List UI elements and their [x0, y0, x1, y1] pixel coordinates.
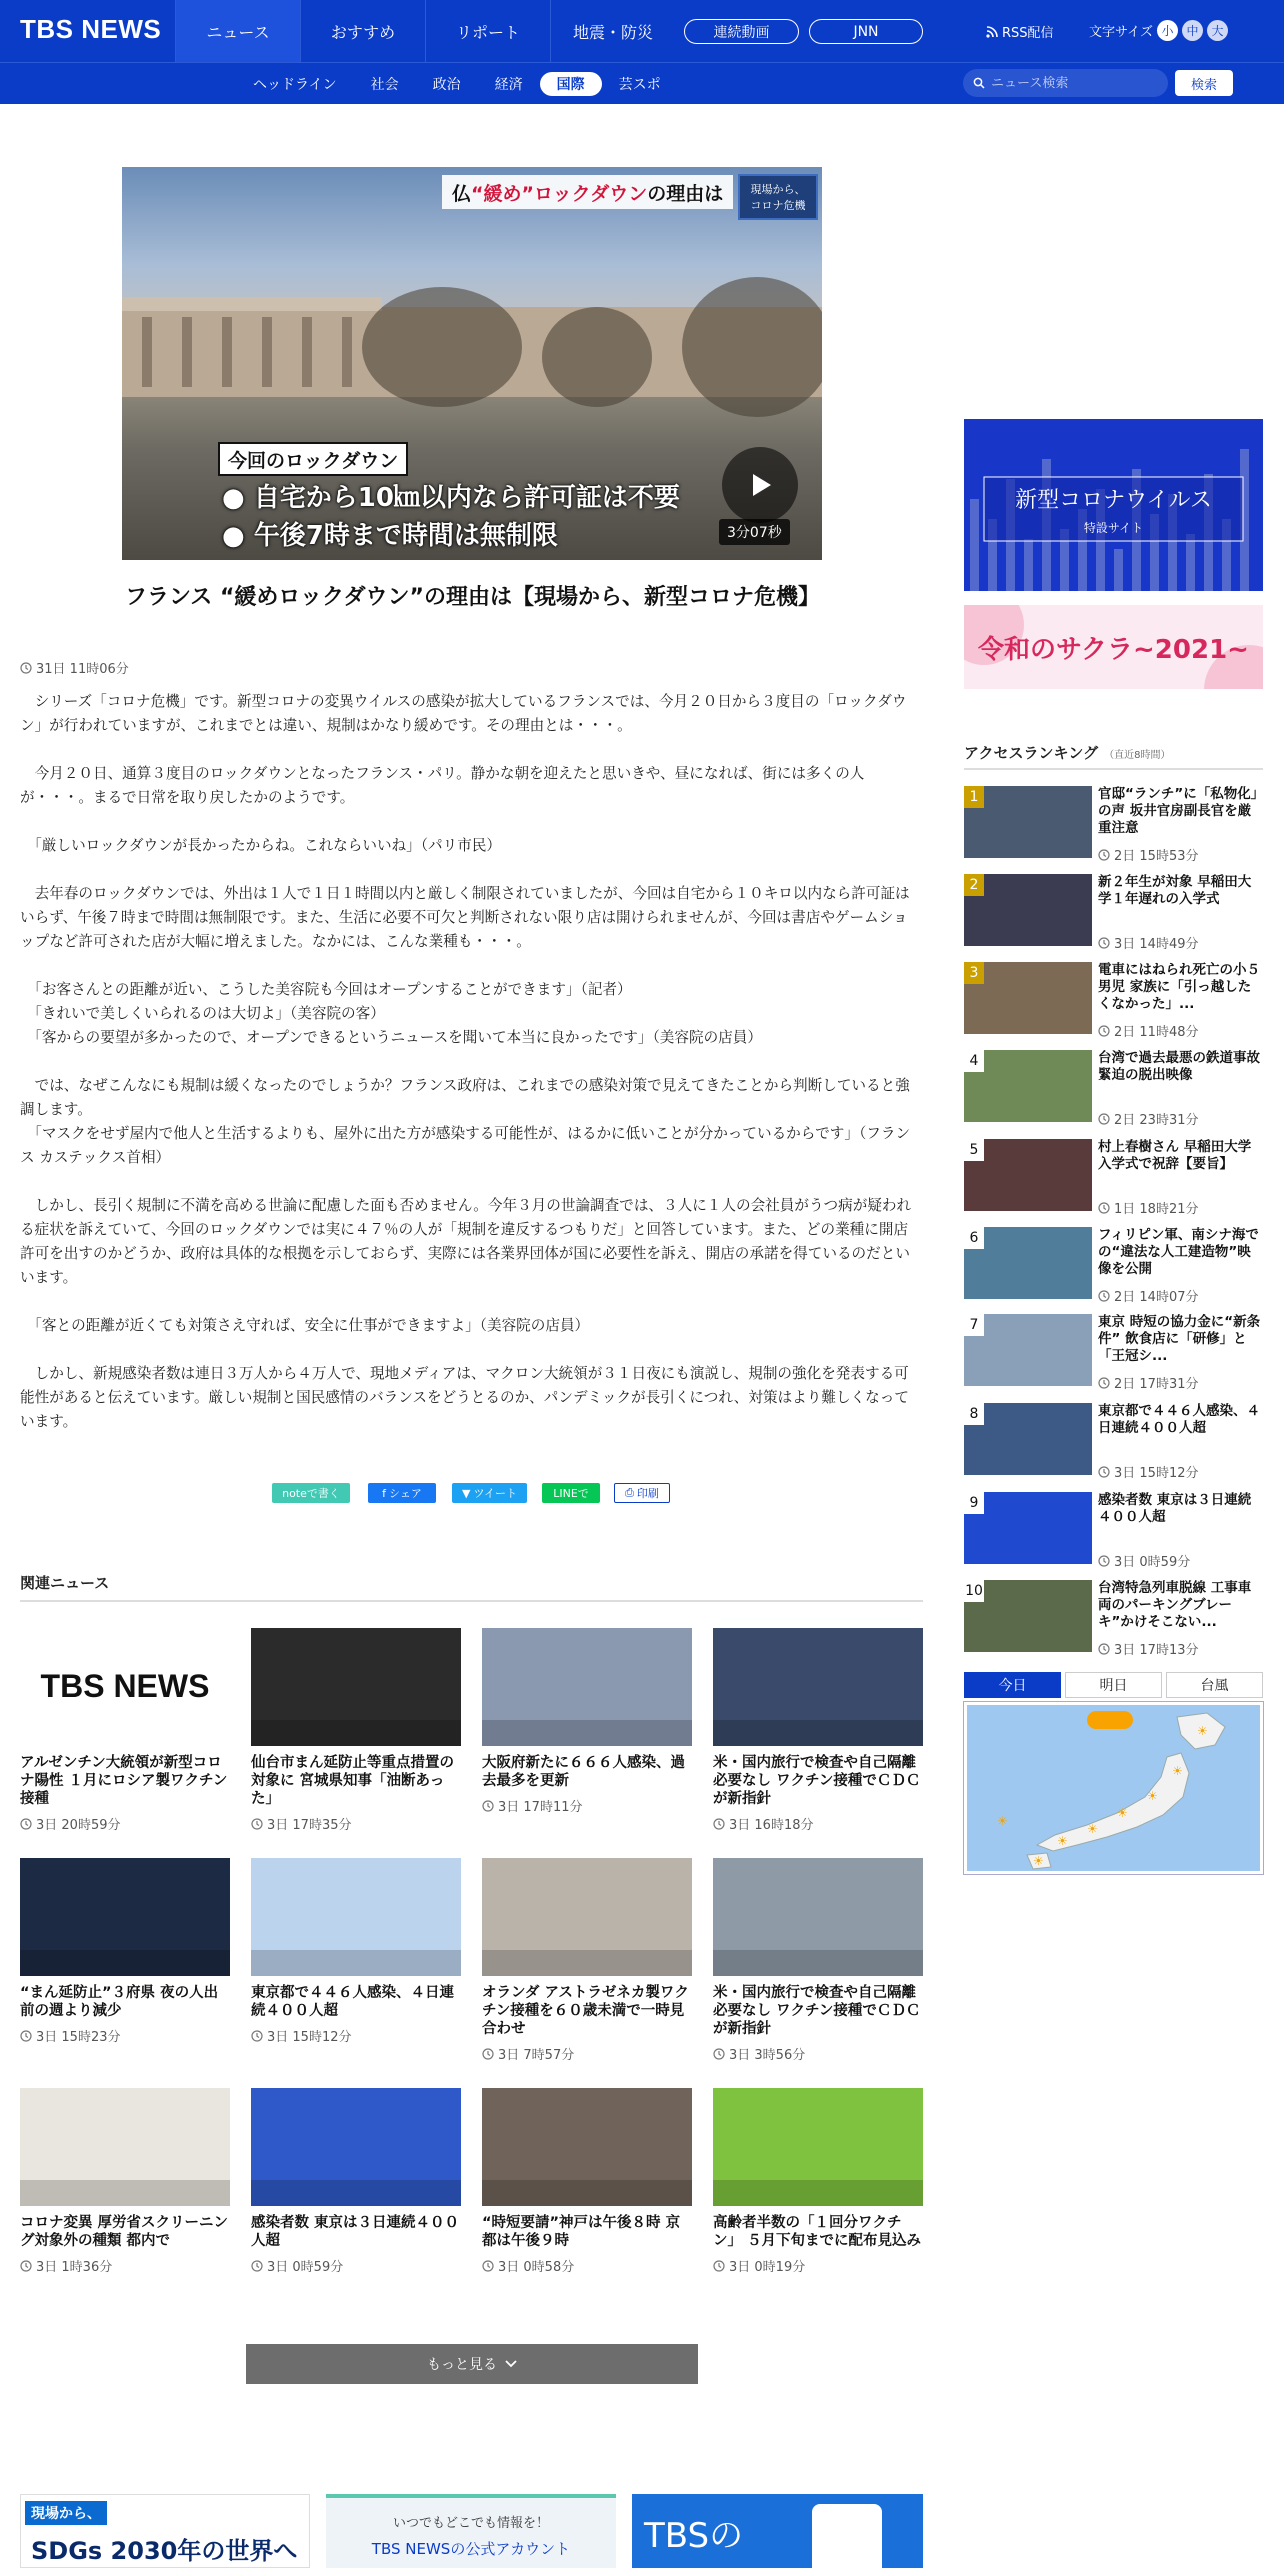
japan-map-graphic: [967, 1705, 1260, 1871]
news-title: コロナ変異 厚労省スクリーニング対象外の種類 都内で: [20, 2215, 229, 2249]
news-time: 3日 17時11分: [482, 1796, 692, 1815]
clock-icon: [1098, 937, 1110, 949]
ranking-item[interactable]: [964, 874, 1263, 954]
font-large-button[interactable]: 大: [1207, 20, 1228, 41]
news-title: 高齢者半数の「１回分ワクチン」 ５月下旬までに配布見込み: [713, 2215, 922, 2249]
news-title: 米・国内旅行で検査や自己隔離必要なし ワクチン接種でＣＤＣが新指針: [713, 1755, 921, 1807]
top-header: [0, 0, 1284, 62]
rank-number: 4: [964, 1050, 984, 1072]
rss-icon: [986, 26, 998, 38]
category-nav: [236, 63, 678, 105]
clock-icon: [1098, 1290, 1110, 1302]
ranking-title-text: 東京都で４４６人感染、４日連続４００人超: [1098, 1403, 1260, 1436]
ranking-title-text: 台湾特急列車脱線 工事車両のパーキングブレーキ”かけそこない...: [1098, 1580, 1252, 1630]
nav-report[interactable]: リポート: [425, 0, 550, 62]
clock-icon: [482, 2048, 494, 2060]
tab-entertainment-sports[interactable]: 芸スポ: [618, 77, 661, 93]
ranking-time: 1日 18時21分: [1098, 1198, 1199, 1217]
news-thumbnail: [251, 1628, 461, 1746]
ranking-time: 3日 15時12分: [1098, 1462, 1199, 1481]
clock-icon: [20, 662, 32, 674]
news-title: 米・国内旅行で検査や自己隔離必要なし ワクチン接種でＣＤＣが新指針: [713, 1985, 921, 2037]
news-time: 3日 15時12分: [251, 2026, 461, 2045]
rank-number: 3: [964, 962, 984, 984]
ranking-item[interactable]: [964, 1580, 1263, 1660]
clock-icon: [251, 2030, 263, 2042]
font-small-button[interactable]: 小: [1157, 20, 1178, 41]
sdgs-promo-banner[interactable]: 現場から、 SDGs 2030年の世界へ: [20, 2494, 310, 2568]
news-title: “時短要請”神戸は午後８時 京都は午後９時: [482, 2215, 681, 2249]
video-duration: 3分07秒: [719, 519, 790, 545]
clock-icon: [713, 2260, 725, 2272]
ranking-title-text: 村上春樹さん 早稲田大学入学式で祝辞【要旨】: [1098, 1139, 1252, 1172]
ranking-title-text: 東京 時短の協力金に“新条件” 飲食店に「研修」と「王冠シ...: [1098, 1314, 1261, 1364]
news-thumbnail: [20, 1628, 230, 1746]
svg-text:☀: ☀: [1147, 1789, 1158, 1803]
ranking-item[interactable]: [964, 1314, 1263, 1394]
article-timestamp: 31日 11時06分: [20, 658, 129, 677]
ranking-item[interactable]: [964, 1050, 1263, 1130]
clock-icon: [1098, 1466, 1110, 1478]
video-caption: 仏 “緩め”ロックダウン の理由は: [442, 175, 733, 209]
search-button[interactable]: 検索: [1175, 70, 1233, 96]
clock-icon: [482, 2260, 494, 2272]
video-label: 今回のロックダウン: [218, 442, 408, 476]
font-medium-button[interactable]: 中: [1182, 20, 1203, 41]
rss-label: RSS配信: [1002, 26, 1054, 41]
tab-headline[interactable]: ヘッドライン: [253, 77, 337, 93]
video-player[interactable]: [122, 167, 822, 560]
chevron-down-icon: [505, 2360, 517, 2368]
ranking-item[interactable]: [964, 786, 1263, 866]
clock-icon: [713, 1818, 725, 1830]
facebook-share-button[interactable]: f シェア: [368, 1483, 436, 1503]
news-thumbnail: [20, 1858, 230, 1976]
related-news-card[interactable]: [20, 1628, 230, 1833]
related-news-card[interactable]: [482, 1628, 692, 1815]
clock-icon: [1098, 1202, 1110, 1214]
banner-subtitle: 特設サイト: [1083, 521, 1144, 535]
ranking-title-text: 電車にはねられ死亡の小５男児 家族に「引っ越したくなかった」...: [1098, 962, 1260, 1012]
ranking-time: 3日 17時13分: [1098, 1639, 1199, 1658]
site-logo[interactable]: TBS NEWS: [20, 14, 162, 44]
article-paragraph: しかし、長引く規制に不満を高める世論に配慮した面も否めません。今年３月の世論調査では、３人に１人の会社員がうつ病が疑われる症状を訴えていて、今回のロックダウンでは実に４７％の人が「規制を違反するつもりだ」と回答しています。また、どの業種に開店許可を出すのかどうか、政府は具体的な根拠を示しておらず、実際には各業界団体が国に必要性を訴え、開店の承諾を得ているのだといいます。: [20, 1197, 912, 1286]
related-news-card[interactable]: [482, 1858, 692, 2063]
news-thumbnail: [251, 2088, 461, 2206]
ranking-time: 2日 15時53分: [1098, 845, 1199, 864]
clock-icon: [482, 1800, 494, 1812]
rank-number: 10: [964, 1580, 984, 1602]
clock-icon: [1098, 1113, 1110, 1125]
news-time: 3日 20時59分: [20, 1814, 230, 1833]
article-paragraph: 「客との距離が近くても対策さえ守れば、安全に仕事ができますよ」（美容院の店員）: [20, 1317, 590, 1334]
weather-map[interactable]: [964, 1702, 1263, 1874]
twitter-icon: ▼: [462, 1486, 471, 1500]
sakura-banner[interactable]: [964, 605, 1263, 689]
rank-number: 8: [964, 1403, 984, 1425]
news-thumbnail: [482, 2088, 692, 2206]
twitter-share-button[interactable]: ▼ ツイート: [452, 1483, 527, 1503]
article-paragraph: 今月２０日、通算３度目のロックダウンとなったフランス・パリ。静かな朝を迎えたと思いきや、昼になれば、街には多くの人が・・・。まるで日常を取り戻したかのようです。: [20, 765, 865, 806]
video-bullets: ● 自宅から10㎞以内なら許可証は不要 ● 午後7時まで時間は無制限: [222, 483, 680, 551]
ranking-title-text: 官邸“ランチ”に「私物化」の声 坂井官房副長官を厳重注意: [1098, 786, 1258, 836]
ranking-title-text: フィリピン軍、南シナ海での“違法な人工建造物”映像を公開: [1098, 1227, 1259, 1277]
news-time: 3日 16時18分: [713, 1814, 923, 1833]
search-box: [963, 69, 1168, 97]
article-title: フランス “緩めロックダウン”の理由は【現場から、新型コロナ危機】: [124, 585, 821, 610]
tab-society[interactable]: 社会: [370, 77, 399, 93]
clock-icon: [20, 2030, 32, 2042]
news-title: 東京都で４４６人感染、４日連続４００人超: [251, 1985, 454, 2019]
related-news-card[interactable]: [713, 1628, 923, 1833]
note-share-button[interactable]: noteで書く: [272, 1483, 350, 1503]
facebook-icon: f: [382, 1486, 387, 1500]
news-time: 3日 0時59分: [251, 2256, 461, 2275]
continuous-video-button[interactable]: 連続動画: [684, 19, 799, 44]
ranking-time: 2日 17時31分: [1098, 1373, 1199, 1392]
news-thumbnail: [713, 1858, 923, 1976]
news-thumbnail: [482, 1858, 692, 1976]
rank-number: 5: [964, 1139, 984, 1161]
ranking-title-text: 新２年生が対象 早稲田大学１年遅れの入学式: [1098, 874, 1252, 907]
search-icon: [973, 77, 985, 89]
tab-international[interactable]: 国際: [540, 72, 602, 96]
svg-text:☀: ☀: [1087, 1822, 1098, 1836]
ranking-item[interactable]: [964, 1227, 1263, 1307]
related-news-card[interactable]: [251, 2088, 461, 2275]
article-paragraph: 「厳しいロックダウンが長かったからね。これならいいね」（パリ市民）: [20, 837, 502, 854]
divider: [964, 768, 1263, 770]
line-share-button[interactable]: LINEで: [542, 1483, 600, 1503]
ranking-item[interactable]: [964, 1403, 1263, 1483]
svg-text:☀: ☀: [1197, 1724, 1208, 1738]
article-paragraph: シリーズ「コロナ危機」です。新型コロナの変異ウイルスの感染が拡大しているフランスでは、今月２０日から３度目の「ロックダウン」が行われていますが、これまでとは違い、規制はかなり緩めです。その理由とは・・・。: [20, 693, 907, 734]
svg-text:☀: ☀: [1057, 1834, 1068, 1848]
banner-title: 新型コロナウイルス: [1015, 488, 1212, 513]
load-more-button[interactable]: もっと見る: [246, 2344, 698, 2384]
rank-number: 1: [964, 786, 984, 808]
ranking-title-text: 台湾で過去最悪の鉄道事故 緊迫の脱出映像: [1098, 1050, 1260, 1083]
clock-icon: [20, 1818, 32, 1830]
rss-link[interactable]: [986, 22, 1054, 41]
clock-icon: [251, 1818, 263, 1830]
clock-icon: [1098, 1025, 1110, 1037]
clock-icon: [1098, 1643, 1110, 1655]
print-icon: ⎙: [625, 1486, 634, 1499]
svg-text:☀: ☀: [1172, 1764, 1183, 1778]
news-title: 感染者数 東京は３日連続４００人超: [251, 2215, 460, 2249]
search-input[interactable]: [991, 76, 1151, 91]
ranking-item[interactable]: [964, 1139, 1263, 1219]
news-thumbnail: [251, 1858, 461, 1976]
video-series-badge: 現場から、 コロナ危機: [738, 174, 818, 220]
tab-economy[interactable]: 経済: [494, 77, 523, 93]
banner-title: 令和のサクラ~2021~: [978, 635, 1249, 665]
nav-news[interactable]: ニュース: [175, 0, 300, 62]
ranking-time: 3日 14時49分: [1098, 933, 1199, 952]
clock-icon: [20, 2260, 32, 2272]
article-paragraph: しかし、新規感染者数は連日３万人から４万人で、現地メディアは、マクロン大統領が３１日夜にも演説し、規制の強化を発表する可能性があると伝えています。厳しい規制と国民感情のバランスをどうとるのか、パンデミックが長引くにつれ、対策はより難しくなっています。: [20, 1365, 909, 1430]
news-time: 3日 0時19分: [713, 2256, 923, 2275]
related-news-card[interactable]: [20, 1858, 230, 2045]
print-button[interactable]: ⎙ 印刷: [614, 1483, 670, 1503]
news-title: オランダ アストラゼネカ製ワクチン接種を６０歳未満で一時見合わせ: [482, 1985, 689, 2037]
article-body: [20, 690, 918, 1458]
ranking-time: 3日 0時59分: [1098, 1551, 1190, 1570]
news-time: 3日 0時58分: [482, 2256, 692, 2275]
svg-text:☀: ☀: [1117, 1806, 1128, 1820]
news-thumbnail: [713, 2088, 923, 2206]
jnn-button[interactable]: JNN: [809, 19, 923, 44]
font-size-control: [1089, 20, 1228, 41]
main-nav: [175, 0, 675, 62]
news-time: 3日 3時56分: [713, 2044, 923, 2063]
tbs-news-logo: TBS NEWS: [40, 1668, 210, 1704]
divider: [20, 1600, 923, 1602]
nav-recommend[interactable]: おすすめ: [300, 0, 425, 62]
related-news-card[interactable]: [20, 2088, 230, 2275]
clock-icon: [1098, 849, 1110, 861]
article-paragraph: では、なぜこんなにも規制は緩くなったのでしょうか？フランス政府は、これまでの感染対策で見えてきたことから判断していると強調します。 「マスクをせず屋内で他人と生活するよりも、屋外に出た方が感染する可能性が、はるかに低いことが分かっているからです」（フランス カステックス首相）: [20, 1077, 911, 1166]
ranking-time: 2日 14時07分: [1098, 1286, 1199, 1305]
tab-today[interactable]: 今日: [964, 1672, 1061, 1698]
related-news-card[interactable]: [482, 2088, 692, 2275]
news-title: アルゼンチン大統領が新型コロナ陽性 １月にロシア製ワクチン接種: [20, 1755, 228, 1807]
ranking-item[interactable]: [964, 962, 1263, 1042]
news-thumbnail: [20, 2088, 230, 2206]
clock-icon: [1098, 1555, 1110, 1567]
ranking-time: 2日 11時48分: [1098, 1021, 1199, 1040]
rank-number: 9: [964, 1492, 984, 1514]
tab-politics[interactable]: 政治: [432, 77, 461, 93]
clock-icon: [1098, 1377, 1110, 1389]
play-icon: [745, 470, 775, 500]
clock-icon: [251, 2260, 263, 2272]
ranking-title-text: 感染者数 東京は３日連続４００人超: [1098, 1492, 1252, 1525]
clock-icon: [713, 2048, 725, 2060]
rank-number: 2: [964, 874, 984, 896]
ranking-time: 2日 23時31分: [1098, 1109, 1199, 1128]
font-size-label: 文字サイズ: [1089, 25, 1153, 40]
svg-text:☀: ☀: [997, 1814, 1008, 1828]
article-paragraph: 「お客さんとの距離が近い、こうした美容院も今回はオープンすることができます」（記者） 「きれいで美しくいられるのは大切よ」（美容院の客） 「客からの要望が多かったので、オープンできるというニュースを聞いて本当に良かったです」（美容院の店員）: [34, 981, 762, 1046]
news-title: 大阪府新たに６６６人感染、過去最多を更新: [482, 1755, 685, 1789]
related-news-title: 関連ニュース: [20, 1574, 110, 1592]
ranking-title: アクセスランキング （直近8時間）: [964, 744, 1171, 762]
weather-tabs: [964, 1672, 1263, 1698]
related-news-card[interactable]: [713, 1858, 923, 2063]
tbs-app-banner[interactable]: TBSの: [632, 2494, 923, 2568]
related-news-card[interactable]: [251, 1858, 461, 2045]
news-thumbnail: [482, 1628, 692, 1746]
tab-typhoon[interactable]: 台風: [1166, 1672, 1263, 1698]
news-thumbnail: [713, 1628, 923, 1746]
play-button[interactable]: [722, 447, 798, 523]
article-paragraph: 去年春のロックダウンでは、外出は１人で１日１時間以内と厳しく制限されていましたが、今回は自宅から１０キロ以内なら許可証はいらず、午後７時まで時間は無制限です。また、生活に必要不可欠と判断されない限り店は開けられませんが、今回は書店やゲームショップなど許可された店が大幅に増えました。なかには、こんな業種も・・・。: [20, 885, 910, 950]
related-news-card[interactable]: [251, 1628, 461, 1833]
news-time: 3日 17時35分: [251, 1814, 461, 1833]
news-time: 3日 15時23分: [20, 2026, 230, 2045]
svg-text:☀: ☀: [1033, 1854, 1044, 1868]
nav-disaster[interactable]: 地震・防災: [550, 0, 675, 62]
news-time: 3日 1時36分: [20, 2256, 230, 2275]
covid-special-banner[interactable]: [964, 419, 1263, 591]
news-title: 仙台市まん延防止等重点措置の対象に 宮城県知事「油断あった」: [251, 1755, 454, 1807]
tab-tomorrow[interactable]: 明日: [1065, 1672, 1162, 1698]
rank-number: 6: [964, 1227, 984, 1249]
ranking-item[interactable]: [964, 1492, 1263, 1572]
news-time: 3日 7時57分: [482, 2044, 692, 2063]
related-news-card[interactable]: [713, 2088, 923, 2275]
official-account-banner[interactable]: いつでもどこでも情報を！ TBS NEWSの公式アカウント: [326, 2494, 616, 2568]
rank-number: 7: [964, 1314, 984, 1336]
news-title: “まん延防止”３府県 夜の人出前の週より減少: [20, 1985, 219, 2019]
